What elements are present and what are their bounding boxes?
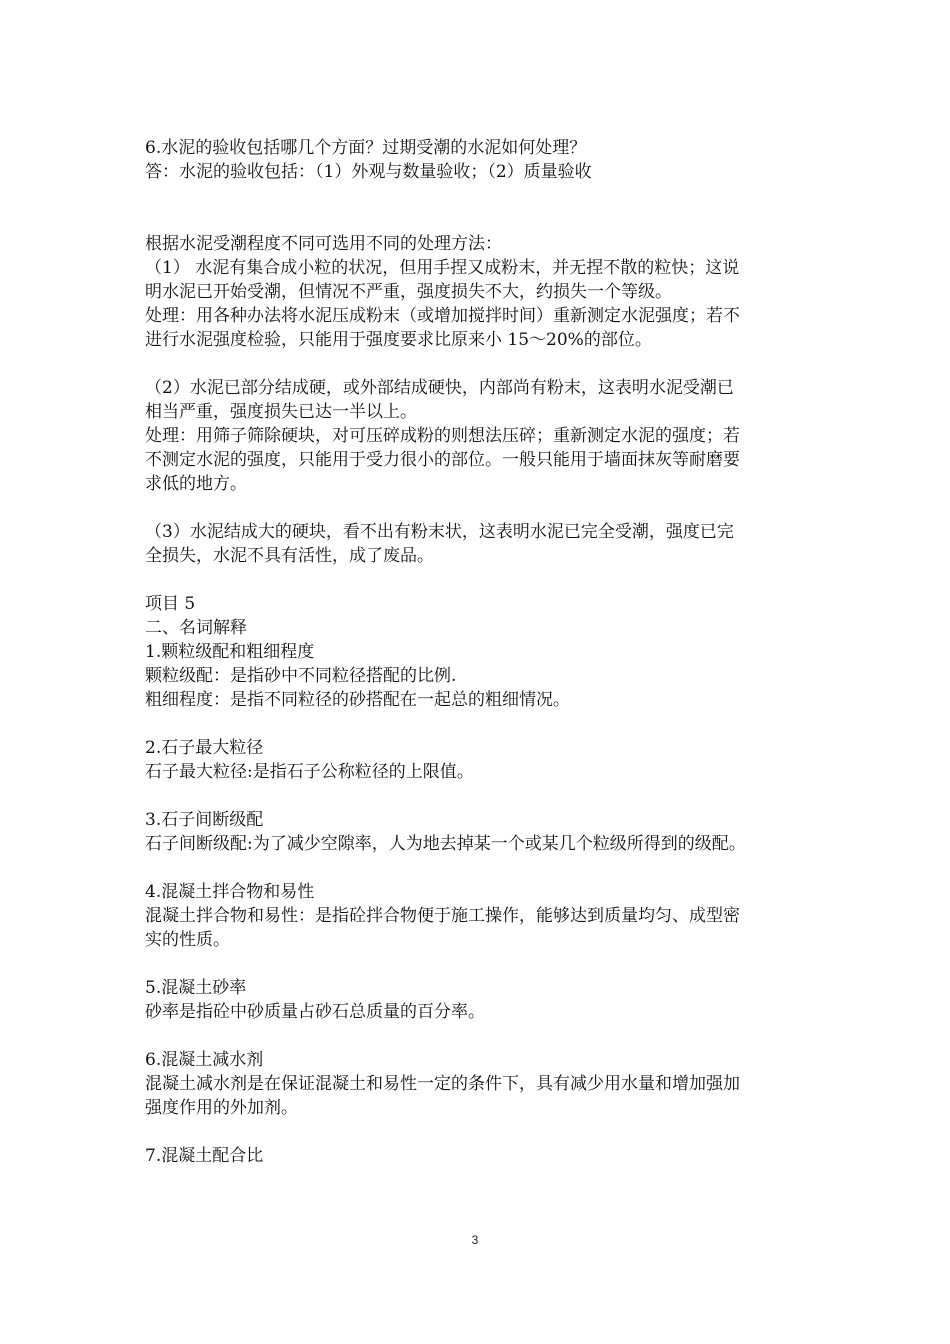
term-definition: 混凝土减水剂是在保证混凝土和易性一定的条件下，具有减少用水量和增加强加 [145,1074,740,1094]
spacer [145,712,810,736]
term-definition: 砂率是指砼中砂质量占砂石总质量的百分率。 [145,1002,485,1022]
spacer [145,1024,810,1048]
spacer [145,184,810,232]
term-definition: 粗细程度：是指不同粒径的砂搭配在一起总的粗细情况。 [145,690,570,710]
case-2-handling: 求低的地方。 [145,474,247,494]
spacer [145,1120,810,1144]
spacer [145,856,810,880]
section-heading: 二、名词解释 [145,618,247,638]
term-definition: 颗粒级配：是指砂中不同粒径搭配的比例. [145,666,457,686]
spacer [145,784,810,808]
term-definition: 石子间断级配:为了减少空隙率，人为地去掉某一个或某几个粒级所得到的级配。 [145,834,746,854]
treatment-intro: 根据水泥受潮程度不同可选用不同的处理方法： [145,234,502,254]
term-title: 3.石子间断级配 [145,810,264,830]
case-3-text: 全损失，水泥不具有活性，成了废品。 [145,546,434,566]
term-definition: 混凝土拌合物和易性：是指砼拌合物便于施工操作，能够达到质量均匀、成型密 [145,906,740,926]
case-1-text: 明水泥已开始受潮，但情况不严重，强度损失不大，约损失一个等级。 [145,282,672,302]
case-2-handling: 不测定水泥的强度，只能用于受力很小的部位。一般只能用于墙面抹灰等耐磨要 [145,450,740,470]
case-1-handling: 进行水泥强度检验，只能用于强度要求比原来小 15～20%的部位。 [145,330,652,350]
term-definition: 实的性质。 [145,930,230,950]
answer-6: 答：水泥的验收包括：（1）外观与数量验收；（2）质量验收 [145,162,592,182]
term-title: 7.混凝土配合比 [145,1146,264,1166]
term-title: 1.颗粒级配和粗细程度 [145,642,315,662]
question-6: 6.水泥的验收包括哪几个方面？过期受潮的水泥如何处理？ [145,138,587,158]
page-body [145,136,810,1168]
term-title: 2.石子最大粒径 [145,738,264,758]
case-3-text: （3）水泥结成大的硬块，看不出有粉末状，这表明水泥已完全受潮，强度已完 [145,522,734,542]
case-1-text: （1） 水泥有集合成小粒的状况，但用手捏又成粉末，并无捏不散的粒快；这说 [145,258,740,278]
term-title: 5.混凝土砂率 [145,978,247,998]
case-2-handling: 处理：用筛子筛除硬块，对可压碎成粉的则想法压碎；重新测定水泥的强度；若 [145,426,740,446]
case-2-text: （2）水泥已部分结成硬，或外部结成硬快，内部尚有粉末，这表明水泥受潮已 [145,378,734,398]
spacer [145,952,810,976]
case-1-handling: 处理：用各种办法将水泥压成粉末（或增加搅拌时间）重新测定水泥强度；若不 [145,306,740,326]
spacer [145,568,810,592]
project-title: 项目 5 [145,594,196,614]
case-2-text: 相当严重，强度损失已达一半以上。 [145,402,417,422]
page-number: 3 [471,1233,479,1247]
term-definition: 石子最大粒径:是指石子公称粒径的上限值。 [145,762,474,782]
term-definition: 强度作用的外加剂。 [145,1098,298,1118]
term-title: 6.混凝土减水剂 [145,1050,264,1070]
term-title: 4.混凝土拌合物和易性 [145,882,315,902]
spacer [145,352,810,376]
spacer [145,496,810,520]
